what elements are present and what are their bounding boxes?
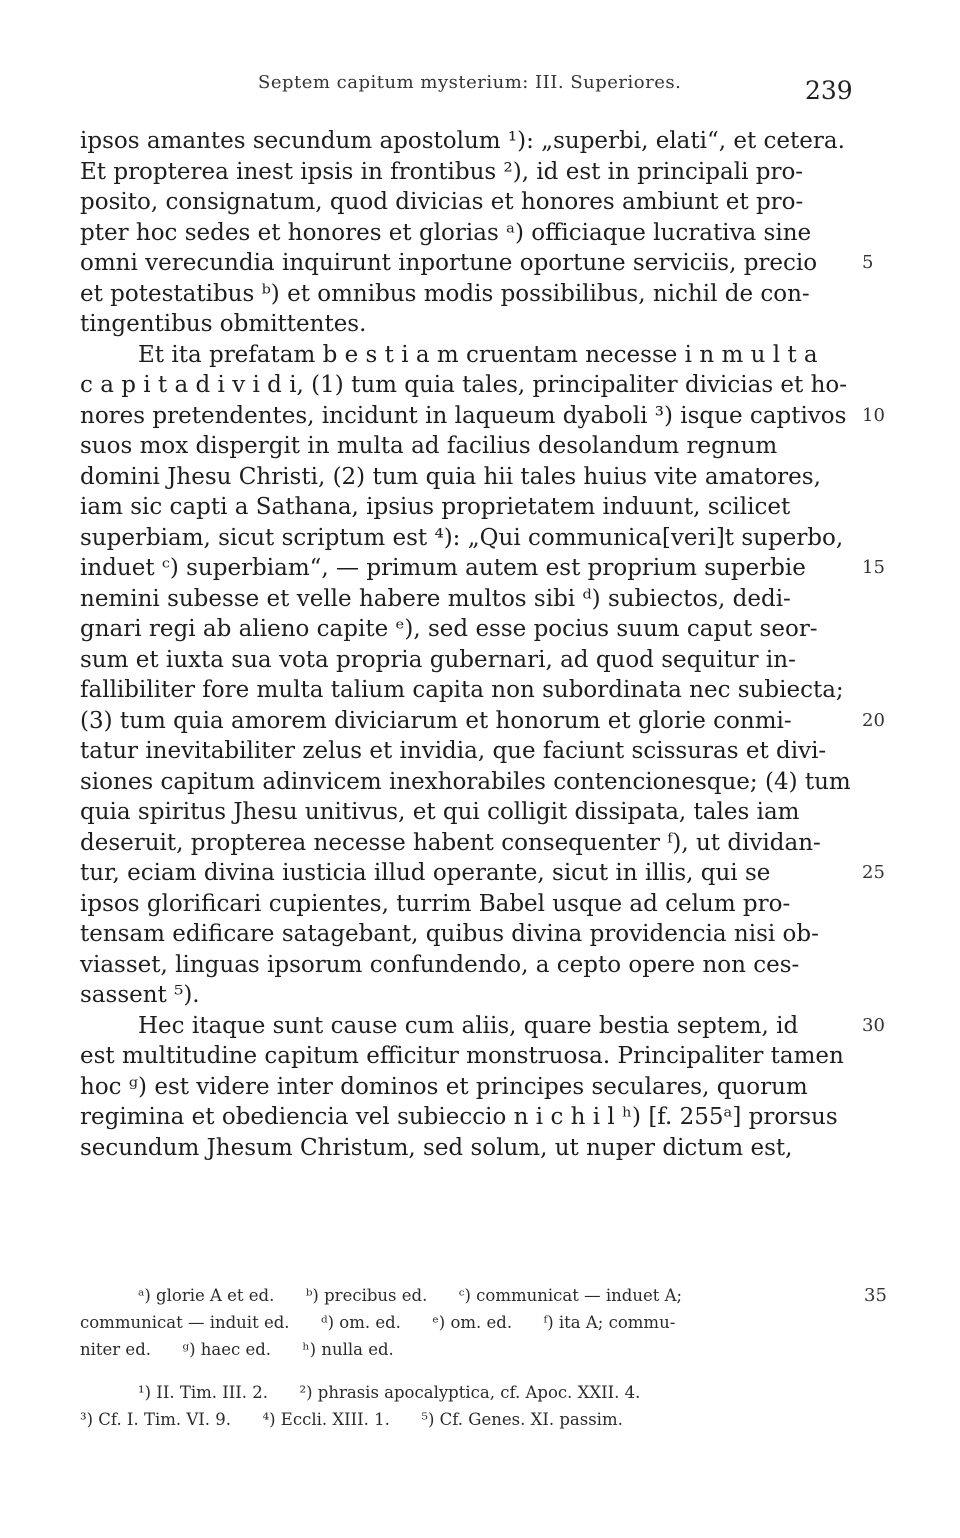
text-line <box>80 675 850 706</box>
line-text: regimina et obediencia vel subieccio n i c h i l ʰ) [f. 255ᵃ] prorsus <box>80 1104 838 1130</box>
text-line <box>80 797 850 828</box>
text-line <box>80 1133 850 1164</box>
text-line <box>80 767 850 798</box>
line-text: Et ita prefatam b e s t i a m cruentam necesse i n m u l t a <box>138 341 818 368</box>
line-text: ipsos amantes secundum apostolum ¹): „superbi, elati“, et cetera. <box>80 128 845 154</box>
line-text: ipsos glorificari cupientes, turrim Babel usque ad celum pro- <box>80 890 791 917</box>
text-line <box>80 248 874 279</box>
text-line <box>80 370 850 401</box>
line-text: tatur inevitabiliter zelus et invidia, que faciunt scissuras et divi- <box>80 738 827 764</box>
footnote-text: ³) Cf. I. Tim. VI. 9. ⁴) Eccli. XIII. 1. ⁵) Cf. Genes. XI. passim. <box>80 1410 623 1429</box>
text-line <box>80 187 850 218</box>
text-line <box>80 1072 850 1103</box>
apparatus-note <box>80 1282 887 1309</box>
line-text: superbiam, sicut scriptum est ⁴): „Qui communica[veri]t superbo, <box>80 524 844 551</box>
text-line <box>80 645 850 676</box>
text-line <box>80 614 850 645</box>
source-note <box>80 1406 880 1433</box>
text-line <box>80 736 850 767</box>
text-line <box>80 523 850 554</box>
text-line <box>80 1041 850 1072</box>
text-line <box>80 157 850 188</box>
page-number: 239 <box>805 76 853 105</box>
line-text: viasset, linguas ipsorum confundendo, a cepto opere non ces- <box>80 951 800 978</box>
text-line <box>80 980 850 1011</box>
line-text: fallibiliter fore multa talium capita non subordinata nec subiecta; <box>80 677 844 703</box>
line-number: 5 <box>862 252 874 273</box>
text-line <box>80 218 850 249</box>
text-line <box>80 1011 885 1042</box>
apparatus-note <box>80 1309 880 1336</box>
text-line <box>80 828 850 859</box>
line-number: 30 <box>862 1014 885 1036</box>
line-number: 25 <box>862 862 885 883</box>
line-text: posito, consignatum, quod divicias et honores ambiunt et pro- <box>80 189 804 215</box>
text-line <box>80 431 850 462</box>
line-text: tensam edificare satagebant, quibus divina providencia nisi ob- <box>80 921 819 947</box>
footnote-separator <box>80 1363 880 1379</box>
footnote-text: communicat — induit ed. ᵈ) om. ed. ᵉ) om. ed. ᶠ) ita A; commu- <box>80 1313 676 1332</box>
text-line <box>80 126 850 157</box>
line-text: tur, eciam divina iusticia illud operante, sicut in illis, qui se <box>80 860 771 886</box>
line-number: 20 <box>862 709 885 731</box>
text-line <box>80 462 850 493</box>
footnote-text: ᵃ) glorie A et ed. ᵇ) precibus ed. ᶜ) communicat — induet A; <box>138 1286 683 1305</box>
line-text: induet ᶜ) superbiam“, — primum autem est proprium superbie <box>80 555 806 581</box>
text-line <box>80 279 850 310</box>
line-text: c a p i t a d i v i d i, (1) tum quia tales, principaliter divicias et ho- <box>80 372 848 398</box>
line-text: (3) tum quia amorem diviciarum et honorum et glorie conmi- <box>80 707 792 734</box>
text-line <box>80 919 850 950</box>
line-text: domini Jhesu Christi, (2) tum quia hii tales huius vite amatores, <box>80 463 821 490</box>
text-line <box>80 950 850 981</box>
line-text: omni verecundia inquirunt inportune oportune serviciis, precio <box>80 250 818 276</box>
line-text: quia spiritus Jhesu unitivus, et qui colligit dissipata, tales iam <box>80 799 800 825</box>
footnote-text: ¹) II. Tim. III. 2. ²) phrasis apocalyptica, cf. Apoc. XXII. 4. <box>138 1383 641 1402</box>
text-line <box>80 889 850 920</box>
line-text: Hec itaque sunt cause cum aliis, quare bestia septem, id <box>138 1012 799 1039</box>
line-number: 15 <box>862 557 885 578</box>
line-text: nemini subesse et velle habere multos sibi ᵈ) subiectos, dedi- <box>80 585 791 612</box>
footnotes <box>80 1282 887 1433</box>
line-text: nores pretendentes, incidunt in laqueum dyaboli ³) isque captivos <box>80 402 847 429</box>
line-text: tingentibus obmittentes. <box>80 311 367 337</box>
line-number: 35 <box>864 1285 887 1306</box>
text-line <box>80 401 885 432</box>
text-line <box>80 492 850 523</box>
text-line <box>80 858 885 889</box>
line-text: pter hoc sedes et honores et glorias ᵃ) officiaque lucrativa sine <box>80 219 812 246</box>
footnote-text: niter ed. ᵍ) haec ed. ʰ) nulla ed. <box>80 1340 394 1359</box>
text-line <box>80 553 885 584</box>
line-text: sassent ⁵). <box>80 982 200 1008</box>
text-line <box>80 706 885 737</box>
main-text <box>80 126 885 1163</box>
source-note <box>80 1379 880 1406</box>
running-title: Septem capitum mysterium: III. Superiores. <box>258 72 682 93</box>
line-number: 10 <box>862 404 885 426</box>
page-header <box>0 68 960 108</box>
line-text: deseruit, propterea necesse habent consequenter ᶠ), ut dividan- <box>80 829 821 856</box>
line-text: est multitudine capitum efficitur monstruosa. Principaliter tamen <box>80 1043 844 1069</box>
text-line <box>80 584 850 615</box>
line-text: et potestatibus ᵇ) et omnibus modis possibilibus, nichil de con- <box>80 280 810 307</box>
line-text: iam sic capti a Sathana, ipsius proprietatem induunt, scilicet <box>80 494 791 520</box>
line-text: gnari regi ab alieno capite ᵉ), sed esse pocius suum caput seor- <box>80 616 818 642</box>
line-text: hoc ᵍ) est videre inter dominos et principes seculares, quorum <box>80 1073 808 1100</box>
apparatus-note <box>80 1336 880 1363</box>
line-text: suos mox dispergit in multa ad facilius desolandum regnum <box>80 433 778 459</box>
text-line <box>80 340 850 371</box>
text-line <box>80 309 850 340</box>
line-text: siones capitum adinvicem inexhorabiles contencionesque; (4) tum <box>80 768 851 795</box>
text-line <box>80 1102 850 1133</box>
line-text: Et propterea inest ipsis in frontibus ²), id est in principali pro- <box>80 158 804 185</box>
line-text: secundum Jhesum Christum, sed solum, ut nuper dictum est, <box>80 1134 793 1161</box>
line-text: sum et iuxta sua vota propria gubernari, ad quod sequitur in- <box>80 646 796 673</box>
